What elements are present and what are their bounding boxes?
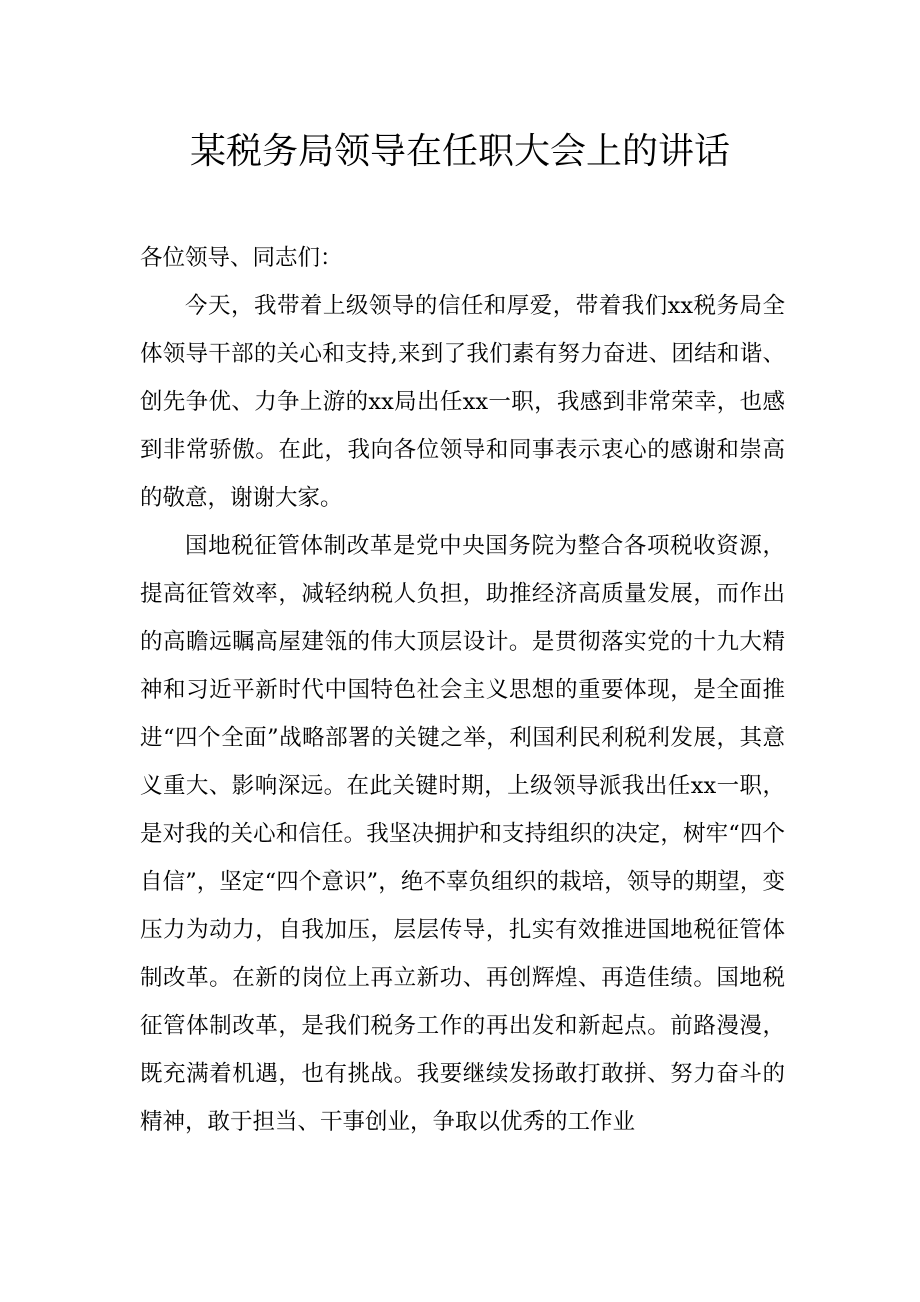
paragraph-opening: 今天，我带着上级领导的信任和厚爱，带着我们xx税务局全体领导干部的关心和支持,来到了我们素有努力奋进、团结和谐、创先争优、力争上游的xx局出任xx一职，我感到非常荣幸，也感到非常骄傲。在此，我向各位领导和同事表示衷心的感谢和崇高的敬意，谢谢大家。 [140, 293, 785, 511]
paragraph-reform: 国地税征管体制改革是党中央国务院为整合各项税收资源，提高征管效率，减轻纳税人负担，助推经济高质量发展，而作出的高瞻远瞩高屋建瓴的伟大顶层设计。是贯彻落实党的十九大精神和习近平新时代中国特色社会主义思想的重要体现，是全面推进“四个全面”战略部署的关键之举，利国利民利税利发展，其意义重大、影响深远。在此关键时期，上级领导派我出任xx一职，是对我的关心和信任。我坚决拥护和支持组织的决定，树牢“四个自信”，坚定“四个意识”，绝不辜负组织的栽培，领导的期望，变压力为动力，自我加压，层层传导，扎实有效推进国地税征管体制改革。在新的岗位上再立新功、再创辉煌、再造佳绩。国地税征管体制改革，是我们税务工作的再出发和新起点。前路漫漫，既充满着机遇，也有挑战。我要继续发扬敢打敢拼、努力奋斗的精神，敢于担当、干事创业，争取以优秀的工作业 [140, 533, 785, 1135]
document-title: 某税务局领导在任职大会上的讲话 [189, 131, 730, 172]
salutation: 各位领导、同志们： [140, 245, 343, 271]
document-body [140, 234, 785, 1146]
